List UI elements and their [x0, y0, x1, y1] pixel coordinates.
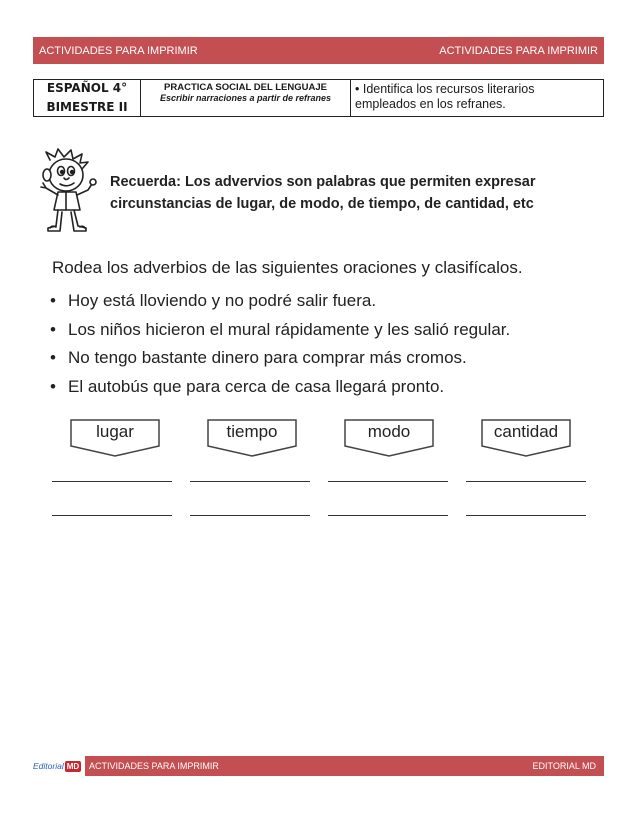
exercise-instruction: Rodea los adverbios de las siguientes oraciones y clasifícalos. [52, 258, 523, 277]
category-tag-cantidad [481, 419, 571, 457]
practice-title: PRACTICA SOCIAL DEL LENGUAJE [164, 82, 327, 93]
category-label: cantidad [493, 422, 559, 441]
objective-cell [351, 80, 603, 116]
sentence-text: Los niños hicieron el mural rápidamente y les salió regular. [68, 319, 511, 339]
answer-line[interactable] [52, 481, 172, 482]
sentence-text: No tengo bastante dinero para comprar más cromos. [68, 348, 467, 367]
bullet-icon: • [50, 319, 56, 339]
logo-badge: MD [66, 761, 80, 771]
category-label: lugar [96, 422, 134, 441]
sentence-text: Hoy está lloviendo y no podré salir fuera. [68, 291, 377, 310]
sentence-item [50, 316, 510, 345]
category-label: modo [367, 422, 411, 441]
bullet-icon: • [50, 291, 56, 310]
reminder-text: Recuerda: Los advervios son palabras que permiten expresar circunstancias de lugar, de modo, de tiempo, de cantidad, etc [110, 174, 536, 212]
editorial-logo [33, 756, 85, 776]
category-tag-lugar [70, 419, 160, 457]
top-banner-left: ACTIVIDADES PARA IMPRIMIR [39, 44, 198, 57]
answer-line[interactable] [466, 515, 586, 516]
sentence-text: El autobús que para cerca de casa llegará pronto. [68, 376, 445, 396]
practice-cell [141, 80, 351, 116]
sentence-item [50, 373, 510, 402]
objective-text: • Identifica los recursos literarios empleados en los refranes. [355, 82, 535, 111]
sentence-item [50, 287, 510, 316]
category-label: tiempo [226, 422, 278, 441]
top-banner [33, 37, 604, 64]
answer-line[interactable] [466, 481, 586, 482]
subject-cell [34, 80, 141, 116]
bullet-icon: • [50, 348, 56, 367]
bullet-icon: • [50, 376, 56, 396]
category-tag-modo [344, 419, 434, 457]
boy-thinking-illustration [36, 148, 108, 236]
bottom-banner-left: ACTIVIDADES PARA IMPRIMIR [89, 761, 219, 771]
answer-line[interactable] [52, 515, 172, 516]
subject-label: ESPAÑOL 4° [46, 81, 128, 95]
top-banner-right: ACTIVIDADES PARA IMPRIMIR [439, 44, 598, 57]
answer-line[interactable] [328, 481, 448, 482]
answer-line[interactable] [328, 515, 448, 516]
logo-text: Editorial [33, 761, 64, 771]
answer-line[interactable] [190, 481, 310, 482]
term-label: BIMESTRE II [46, 100, 128, 114]
sentence-list [50, 287, 510, 401]
practice-subtitle: Escribir narraciones a partir de refranes [159, 93, 332, 103]
bottom-banner [33, 756, 604, 776]
answer-line[interactable] [190, 515, 310, 516]
header-table [33, 79, 604, 117]
bottom-banner-right: EDITORIAL MD [532, 761, 596, 771]
sentence-item [50, 344, 510, 373]
category-tag-tiempo [207, 419, 297, 457]
